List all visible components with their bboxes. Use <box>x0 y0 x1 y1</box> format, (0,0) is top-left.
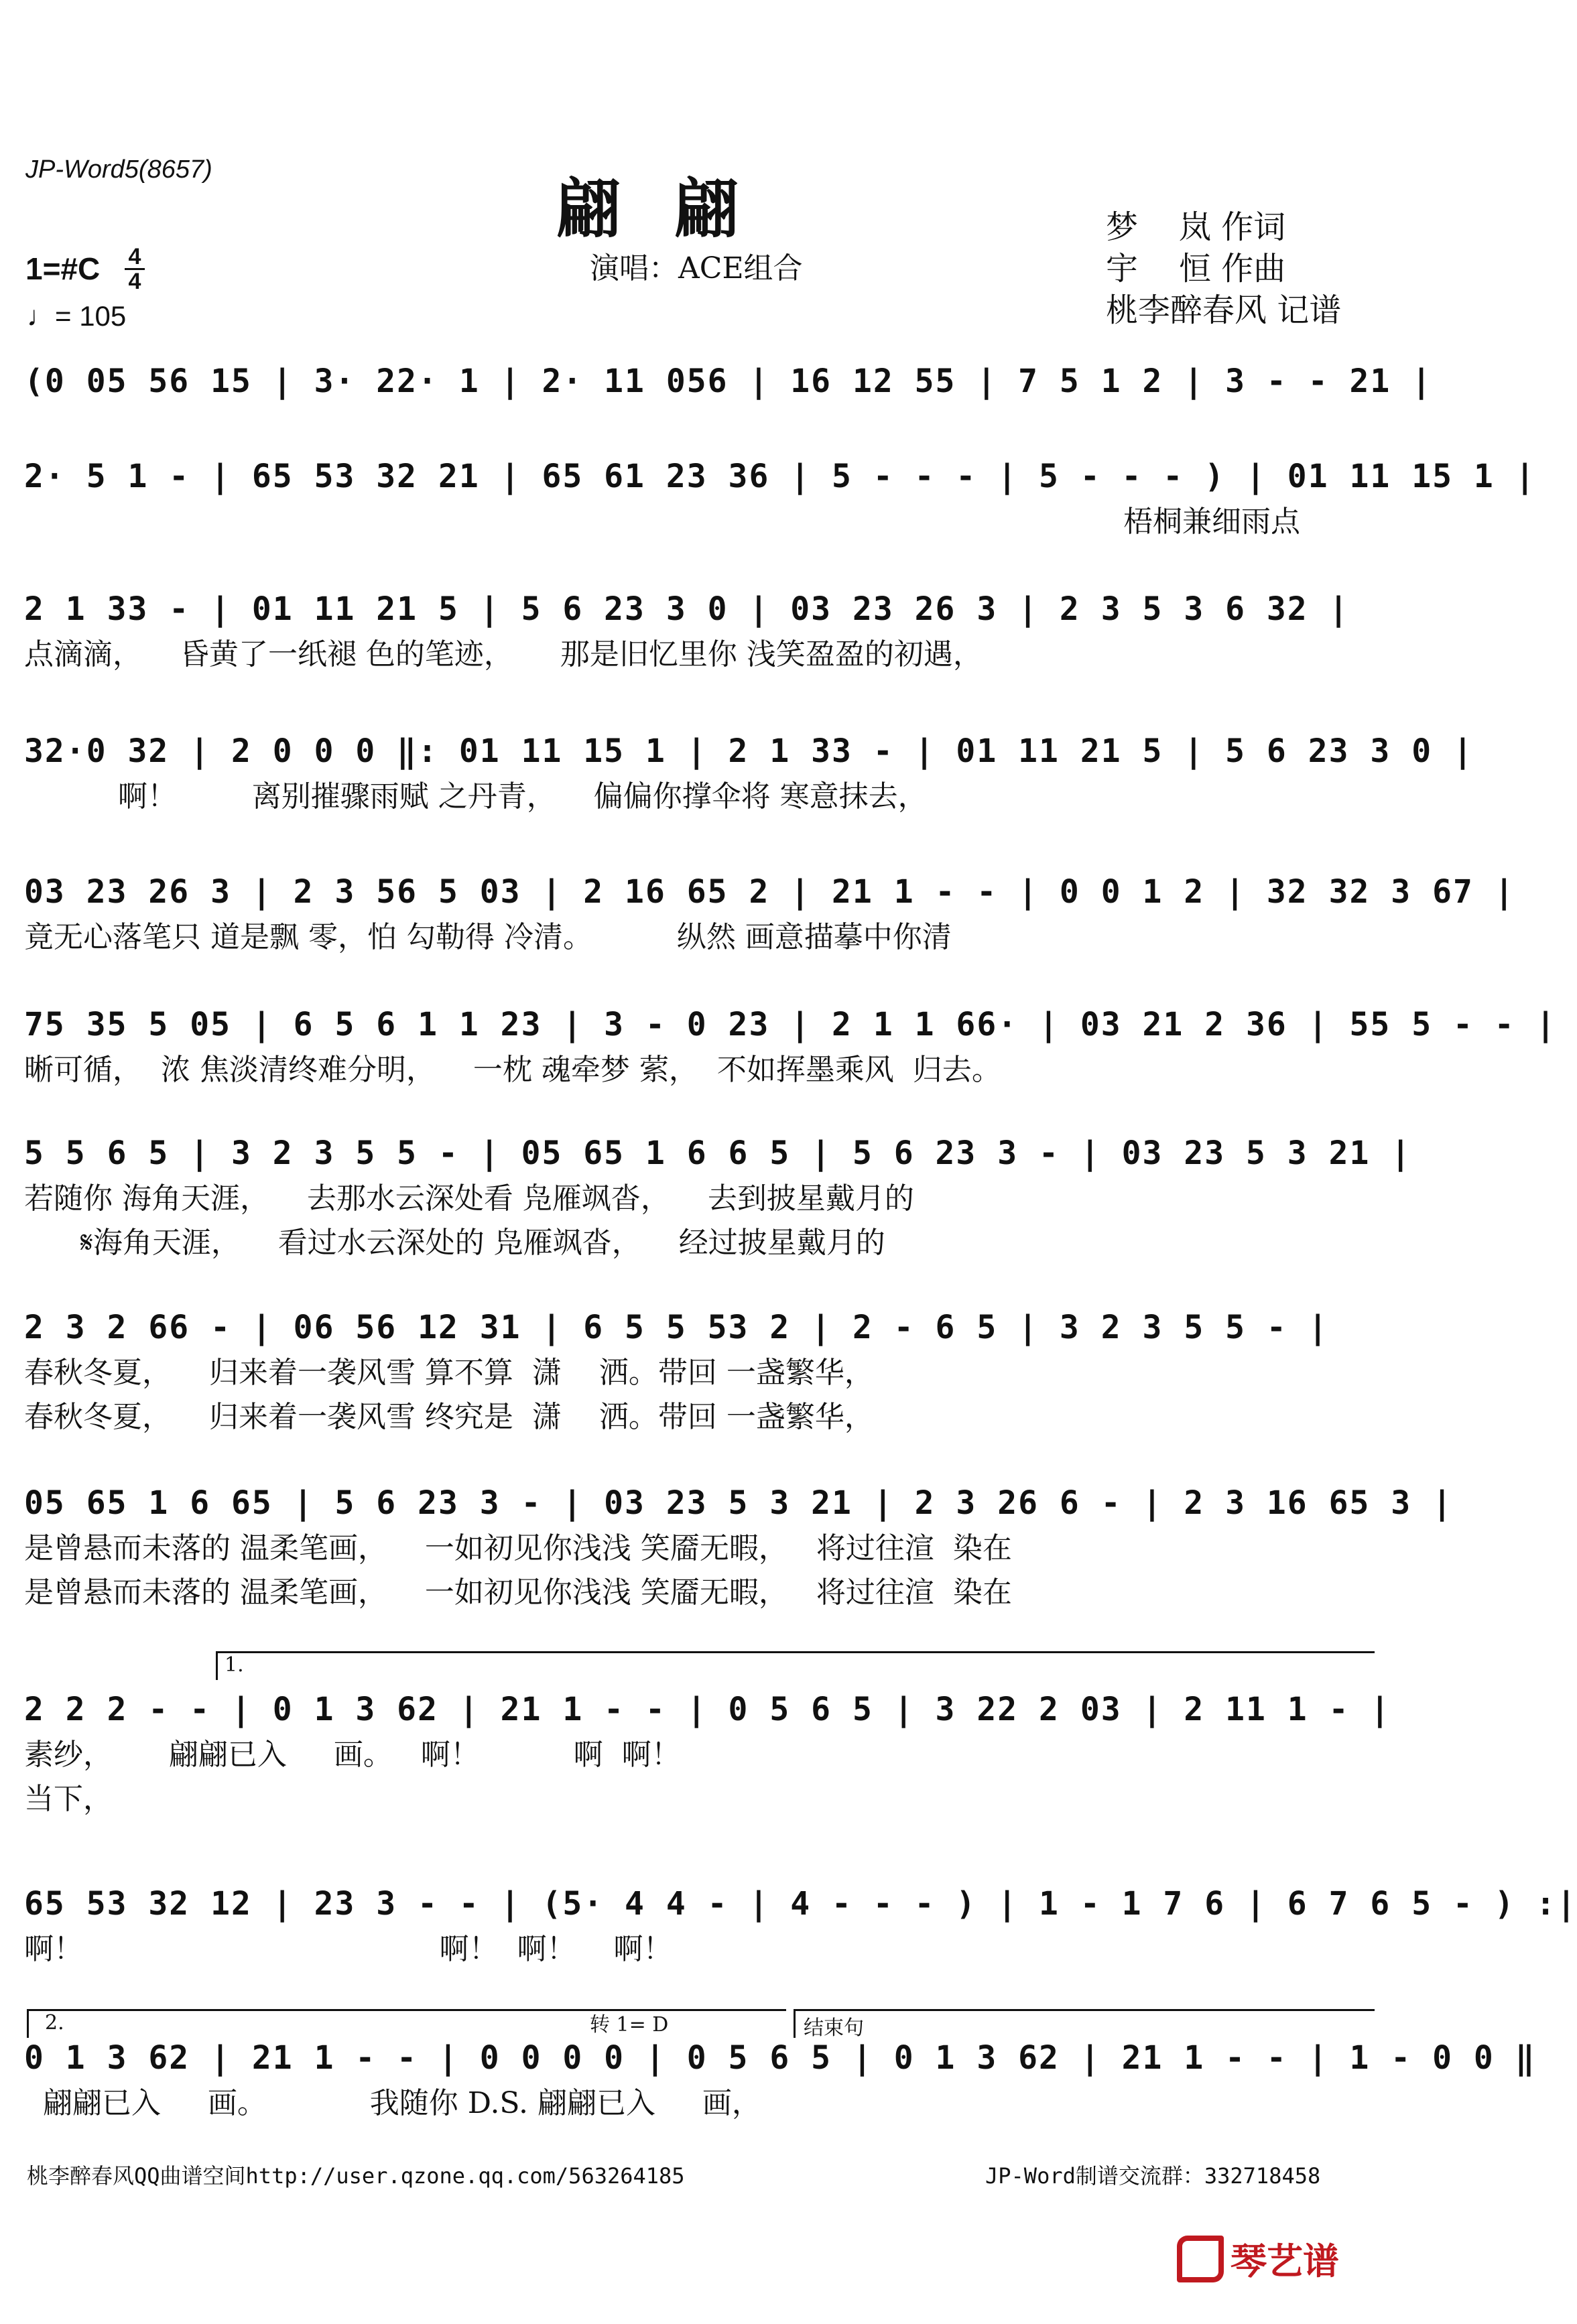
system-10 <box>24 1686 1391 1821</box>
footer-source: 桃李醉春风QQ曲谱空间http://user.qzone.qq.com/563264185 <box>27 2163 685 2189</box>
notes-line: 2 2 2 - - | 0 1 3 62 | 21 1 - - | 0 5 6 5 | 3 22 2 03 | 2 11 1 - | <box>24 1691 1391 1728</box>
modulation-mark: 转 1= D <box>590 2013 669 2037</box>
system-9 <box>24 1480 1453 1615</box>
system-8 <box>24 1304 1370 1439</box>
system-5 <box>24 868 1515 960</box>
lyric-line: 若随你 海角天涯， 去那水云深处看 凫雁飒沓， 去到披星戴月的 <box>24 1181 914 1216</box>
coda-bracket <box>794 2009 1375 2038</box>
system-7 <box>24 1130 1412 1265</box>
time-signature <box>125 245 145 293</box>
lyric-line: 啊！ 啊！ 啊！ 啊！ <box>24 1932 673 1966</box>
notes-line: 0 1 3 62 | 21 1 - - | 0 0 0 0 | 0 5 6 5 | 0 1 3 62 | 21 1 - - | 1 - 0 0 ‖ <box>24 2039 1536 2077</box>
lyricist-credit: 梦 岚 作词 <box>1106 208 1286 246</box>
transcriber-credit: 桃李醉春风 记谱 <box>1106 292 1342 329</box>
notes-line: 2· 5 1 - | 65 53 32 21 | 65 61 23 36 | 5 - - - | 5 - - - ) | 01 11 15 1 | <box>24 458 1536 495</box>
coda-label: 结束句 <box>804 2016 864 2040</box>
lyric-line: 晰可循， 浓 焦淡清终难分明， 一枕 魂牵梦 萦， 不如挥墨乘风 归去。 <box>24 1053 1001 1087</box>
lyric-line: 是曾悬而未落的 温柔笔画， 一如初见你浅浅 笑靥无暇， 将过往渲 染在 <box>24 1575 1012 1610</box>
notes-line: (0 05 56 15 | 3· 22· 1 | 2· 11 056 | 16 12 55 | 7 5 1 2 | 3 - - 21 | <box>24 363 1433 400</box>
volta-2-label: 2. <box>45 2011 64 2035</box>
footer-group: JP-Word制谱交流群：332718458 <box>985 2163 1321 2189</box>
notes-line: 2 3 2 66 - | 06 56 12 31 | 6 5 5 53 2 | 2 - 6 5 | 3 2 3 5 5 - | <box>24 1309 1329 1346</box>
song-title: 翩翩 <box>556 171 792 247</box>
lyric-line: 竟无心落笔只 道是飘 零，怕 勾勒得 冷清。 纵然 画意描摹中你清 <box>24 920 952 954</box>
time-signature-bottom: 4 <box>128 269 141 294</box>
notes-line: 03 23 26 3 | 2 3 56 5 03 | 2 16 65 2 | 21 1 - - | 0 0 1 2 | 32 32 3 67 | <box>24 873 1515 911</box>
singer-credit: 演唱：ACE组合 <box>590 251 803 285</box>
lyric-line: 梧桐兼细雨点 <box>1123 505 1300 539</box>
notes-line: 65 53 32 12 | 23 3 - - | (5· 4 4 - | 4 - - - ) | 1 - 1 7 6 | 6 7 6 5 - ) :| <box>24 1885 1577 1923</box>
lyric-line: 春秋冬夏， 归来着一袭风雪 终究是 潇 洒。带回 一盏繁华， <box>24 1400 874 1434</box>
system-6 <box>24 1001 1557 1092</box>
key-signature <box>25 251 100 287</box>
notes-line: 32·0 32 | 2 0 0 0 ‖: 01 11 15 1 | 2 1 33 - | 01 11 21 5 | 5 6 23 3 0 | <box>24 732 1474 770</box>
system-4 <box>24 728 1474 819</box>
lyric-line: 当下， <box>24 1782 113 1816</box>
lyric-line: 素纱， 翩翩已入 画。 啊！ 啊 啊！ <box>24 1738 681 1772</box>
lyric-line: 翩翩已入 画。 我随你 D.S. 翩翩已入 画， <box>24 2086 761 2120</box>
notes-line: 2 1 33 - | 01 11 21 5 | 5 6 23 3 0 | 03 23 26 3 | 2 3 5 3 6 32 | <box>24 590 1350 628</box>
notes-line: 75 35 5 05 | 6 5 6 1 1 23 | 3 - 0 23 | 2 1 1 66· | 03 21 2 36 | 55 5 - - | <box>24 1006 1557 1043</box>
lyric-line: 春秋冬夏， 归来着一袭风雪 算不算 潇 洒。带回 一盏繁华， <box>24 1356 874 1390</box>
composer-credit: 宇 恒 作曲 <box>1106 250 1286 287</box>
system-2 <box>24 453 1536 544</box>
piano-logo-icon <box>1177 2236 1224 2282</box>
lyric-line: 点滴滴， 昏黄了一纸褪 色的笔迹， 那是旧忆里你 浅笑盈盈的初遇， <box>24 637 983 671</box>
software-credit: JP-Word5(8657) <box>25 155 212 184</box>
lyric-line: 啊！ 离别摧骤雨赋 之丹青， 偏偏你撑伞将 寒意抹去， <box>24 779 928 814</box>
lyric-line: 𝄋海角天涯， 看过水云深处的 凫雁飒沓， 经过披星戴月的 <box>24 1226 885 1260</box>
key-label: 1=#C <box>25 251 101 286</box>
lyric-line: 是曾悬而未落的 温柔笔画， 一如初见你浅浅 笑靥无暇， 将过往渲 染在 <box>24 1531 1012 1565</box>
system-11 <box>24 1880 1577 1972</box>
volta-1-label: 1. <box>225 1653 244 1677</box>
brand-logo <box>1177 2233 1339 2284</box>
system-3 <box>24 586 1370 677</box>
notes-line: 05 65 1 6 65 | 5 6 23 3 - | 03 23 5 3 21 | 2 3 26 6 - | 2 3 16 65 3 | <box>24 1484 1453 1522</box>
time-signature-top: 4 <box>125 245 145 270</box>
system-12 <box>24 2035 1536 2126</box>
brand-logo-text: 琴艺谱 <box>1231 2240 1339 2282</box>
tempo-marking: ♩= 105 <box>27 300 127 332</box>
notes-line: 5 5 6 5 | 3 2 3 5 5 - | 05 65 1 6 6 5 | 5 6 23 3 - | 03 23 5 3 21 | <box>24 1135 1412 1172</box>
system-1 <box>24 358 1433 405</box>
volta-1-bracket <box>216 1651 1375 1680</box>
volta-2-bracket <box>27 2009 786 2038</box>
